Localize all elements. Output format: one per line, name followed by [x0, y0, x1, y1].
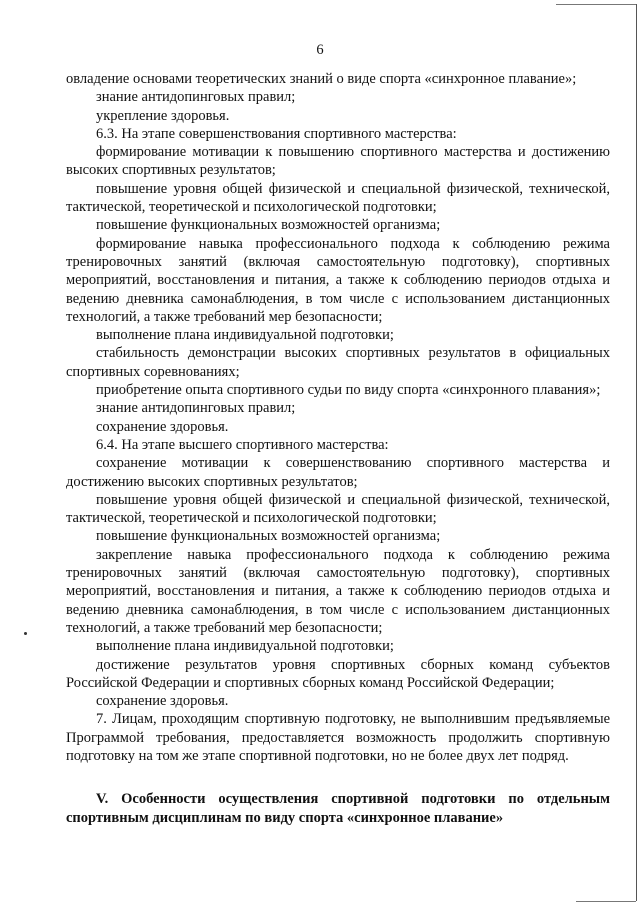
- scan-edge-bottom: [576, 901, 636, 902]
- paragraph: стабильность демонстрации высоких спортивных результатов в официальных спортивных соревнованиях;: [66, 345, 610, 380]
- paragraph: повышение уровня общей физической и специальной физической, технической, тактической, теоретической и психологической подготовки;: [66, 180, 610, 216]
- document-body: [66, 70, 610, 827]
- paragraph-clause-6-4: 6.4. На этапе высшего спортивного мастерства:: [96, 436, 389, 453]
- page-number: 6: [316, 42, 324, 58]
- paragraph: выполнение плана индивидуальной подготовки;: [96, 638, 394, 655]
- paragraph: приобретение опыта спортивного судьи по виду спорта «синхронного плавания»;: [96, 382, 601, 399]
- paragraph: знание антидопинговых правил;: [96, 400, 296, 417]
- paragraph-clause-7: 7. Лицам, проходящим спортивную подготовку, не выполнившим предъявляемые Программой требования, предоставляется возможность продолжить спортивную подготовку на том же этапе спортивной подготовки, но не более двух лет подряд.: [66, 711, 610, 764]
- paragraph: сохранение здоровья.: [96, 693, 229, 710]
- scan-edge-right: [636, 4, 637, 901]
- paragraph: сохранение здоровья.: [96, 418, 229, 435]
- section-heading: V. Особенности осуществления спортивной подготовки по отдельным спортивным дисциплинам по виду спорта «синхронное плавание»: [66, 791, 610, 826]
- paragraph: достижение результатов уровня спортивных сборных команд субъектов Российской Федерации и спортивных сборных команд Российской Федерации;: [66, 656, 610, 691]
- paragraph: формирование мотивации к повышению спортивного мастерства и достижению высоких спортивных результатов;: [66, 144, 610, 179]
- paragraph: повышение уровня общей физической и специальной физической, технической, тактической, теоретической и психологической подготовки;: [66, 491, 610, 527]
- paragraph: формирование навыка профессионального подхода к соблюдению режима тренировочных занятий (включая самостоятельную подготовку), спортивных мероприятий, восстановления и питания, а также к соблюдению периодов отдыха и ведению дневника самонаблюдения, в том числе с использованием дистанционных технологий, а также требований мер безопасности;: [66, 235, 610, 325]
- paragraph: укрепление здоровья.: [96, 107, 230, 124]
- scan-edge-top: [556, 4, 636, 5]
- paragraph: овладение основами теоретических знаний о виде спорта «синхронное плавание»;: [66, 71, 577, 87]
- paragraph: знание антидопинговых правил;: [96, 89, 296, 106]
- paragraph: повышение функциональных возможностей организма;: [96, 528, 441, 545]
- paragraph: повышение функциональных возможностей организма;: [96, 217, 441, 234]
- scan-speck: [24, 632, 27, 635]
- paragraph: закрепление навыка профессионального подхода к соблюдению режима тренировочных занятий (включая самостоятельную подготовку), спортивных мероприятий, восстановления и питания, а также к соблюдению периодов отдыха и ведению дневника самонаблюдения, в том числе с использованием дистанционных технологий, а также требований мер безопасности;: [66, 546, 610, 636]
- paragraph: сохранение мотивации к совершенствованию спортивного мастерства и достижению высоких спортивных результатов;: [66, 455, 610, 490]
- paragraph: выполнение плана индивидуальной подготовки;: [96, 327, 394, 344]
- paragraph-clause-6-3: 6.3. На этапе совершенствования спортивного мастерства:: [96, 125, 457, 142]
